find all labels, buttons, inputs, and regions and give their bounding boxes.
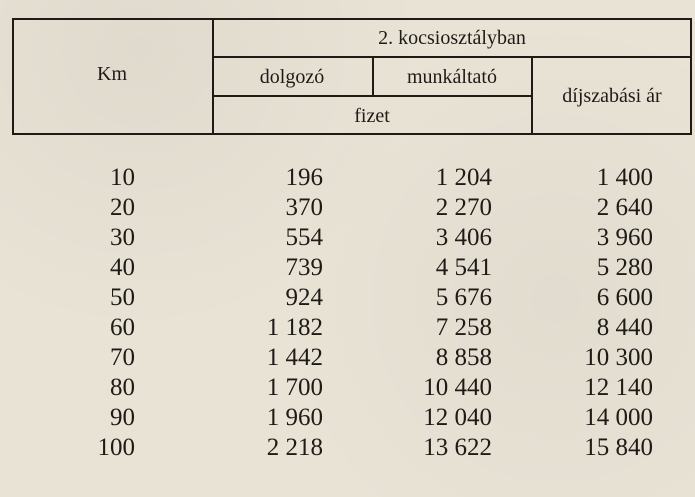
cell-dolgozo: 1 442 [266,344,323,371]
cell-dijszabasi: 3 960 [596,224,653,251]
cell-dolgozo: 1 700 [266,374,323,401]
cell-km: 10 [110,164,135,191]
header-km: Km [97,63,127,85]
header-dolgozo: dolgozó [259,66,325,88]
table-header [12,18,692,135]
table-row [0,433,695,463]
cell-munkaltato: 13 622 [423,434,492,461]
table-row [0,223,695,253]
cell-dijszabasi: 2 640 [596,194,653,221]
cell-dijszabasi: 12 140 [584,374,653,401]
cell-dolgozo: 196 [285,164,323,191]
cell-dolgozo: 370 [285,194,323,221]
cell-km: 100 [97,434,135,461]
cell-munkaltato: 2 270 [435,194,492,221]
table-row [0,253,695,283]
table-row [0,283,695,313]
cell-munkaltato: 8 858 [435,344,492,371]
header-dijszabasi: díjszabási ár [562,85,662,107]
cell-km: 80 [110,374,135,401]
table-row [0,193,695,223]
table-row [0,403,695,433]
table-body [0,163,695,463]
cell-munkaltato: 7 258 [435,314,492,341]
cell-dijszabasi: 5 280 [596,254,653,281]
header-bottom-border [12,133,692,135]
header-divider-class [212,56,692,58]
cell-km: 70 [110,344,135,371]
cell-km: 40 [110,254,135,281]
cell-km: 50 [110,284,135,311]
cell-km: 90 [110,404,135,431]
cell-munkaltato: 3 406 [435,224,492,251]
cell-munkaltato: 1 204 [435,164,492,191]
cell-dolgozo: 739 [285,254,323,281]
cell-dolgozo: 924 [285,284,323,311]
cell-dijszabasi: 6 600 [596,284,653,311]
cell-dijszabasi: 15 840 [584,434,653,461]
cell-dolgozo: 2 218 [266,434,323,461]
cell-dijszabasi: 10 300 [584,344,653,371]
header-fizet: fizet [354,105,390,127]
cell-dolgozo: 1 960 [266,404,323,431]
cell-km: 20 [110,194,135,221]
cell-dijszabasi: 14 000 [584,404,653,431]
cell-dolgozo: 554 [285,224,323,251]
cell-dijszabasi: 8 440 [596,314,653,341]
cell-munkaltato: 4 541 [435,254,492,281]
cell-munkaltato: 10 440 [423,374,492,401]
cell-km: 30 [110,224,135,251]
table-row [0,343,695,373]
header-munkaltato: munkáltató [407,66,497,88]
cell-dijszabasi: 1 400 [596,164,653,191]
cell-munkaltato: 5 676 [435,284,492,311]
header-class-label: 2. kocsiosztályban [378,27,526,49]
table-row [0,373,695,403]
cell-km: 60 [110,314,135,341]
cell-munkaltato: 12 040 [423,404,492,431]
header-top-border [12,18,692,20]
cell-dolgozo: 1 182 [266,314,323,341]
table-row [0,313,695,343]
table-row [0,163,695,193]
